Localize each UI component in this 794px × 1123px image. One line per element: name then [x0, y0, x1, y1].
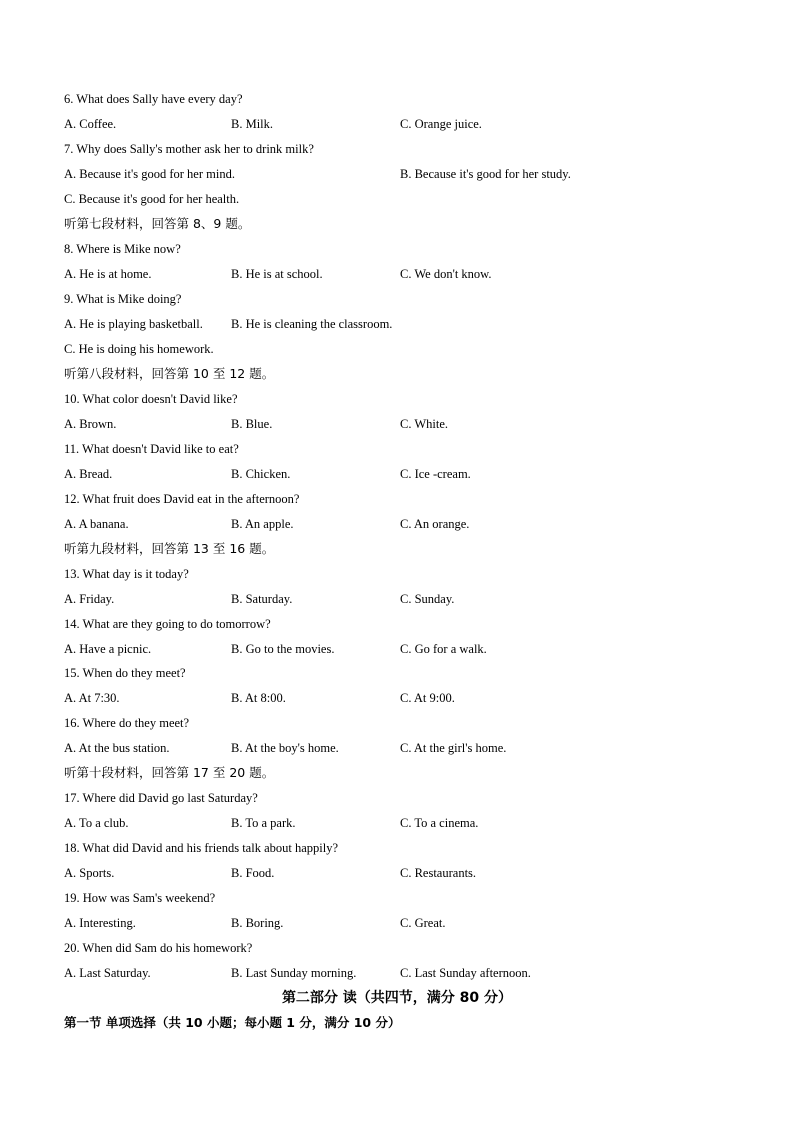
option-c: C. At 9:00. [400, 691, 455, 705]
section-instruction: 听第七段材料，回答第 8、9 题。 [64, 216, 251, 231]
option-a: A. He is at home. [64, 267, 152, 281]
option-b: B. Food. [231, 866, 275, 880]
option-c: C. Restaurants. [400, 866, 477, 880]
question-16: 16. Where do they meet? [64, 716, 190, 730]
option-c: C. White. [400, 417, 449, 431]
option-a: A. Have a picnic. [64, 642, 152, 656]
option-c: C. At the girl's home. [400, 741, 507, 755]
option-b: B. Chicken. [231, 467, 291, 481]
option-b: B. Because it's good for her study. [400, 167, 571, 181]
option-b: B. He is at school. [231, 267, 323, 281]
option-a: A. At 7:30. [64, 691, 120, 705]
part-heading: 第二部分 读（共四节，满分 80 分） [281, 990, 513, 1006]
option-a: A. Brown. [64, 417, 117, 431]
option-b: B. At 8:00. [231, 691, 286, 705]
question-10: 10. What color doesn't David like? [64, 392, 238, 406]
option-b: B. Saturday. [231, 592, 293, 606]
option-c: C. Orange juice. [400, 117, 482, 131]
option-a: A. Friday. [64, 592, 115, 606]
option-a: A. Bread. [64, 467, 113, 481]
option-b: B. He is cleaning the classroom. [231, 317, 393, 331]
option-c: C. Because it's good for her health. [64, 192, 240, 206]
option-a: A. He is playing basketball. [64, 317, 203, 331]
option-c: C. Ice -cream. [400, 467, 471, 481]
option-c: C. We don't know. [400, 267, 492, 281]
section-instruction: 听第十段材料，回答第 17 至 20 题。 [64, 765, 275, 780]
section-heading: 第一节 单项选择（共 10 小题；每小题 1 分，满分 10 分） [64, 1015, 401, 1030]
question-14: 14. What are they going to do tomorrow? [64, 617, 271, 631]
option-c: C. Sunday. [400, 592, 455, 606]
option-b: B. Go to the movies. [231, 642, 335, 656]
option-c: C. Go for a walk. [400, 642, 487, 656]
question-15: 15. When do they meet? [64, 666, 186, 680]
option-b: B. At the boy's home. [231, 741, 339, 755]
option-a: A. At the bus station. [64, 741, 170, 755]
section-instruction: 听第八段材料，回答第 10 至 12 题。 [64, 366, 275, 381]
option-a: A. Interesting. [64, 916, 136, 930]
question-6: 6. What does Sally have every day? [64, 92, 243, 106]
option-a: A. To a club. [64, 816, 129, 830]
option-b: B. Boring. [231, 916, 284, 930]
question-18: 18. What did David and his friends talk about happily? [64, 841, 339, 855]
option-b: B. Milk. [231, 117, 274, 131]
option-a: A. A banana. [64, 517, 129, 531]
question-8: 8. Where is Mike now? [64, 242, 181, 256]
option-a: A. Because it's good for her mind. [64, 167, 235, 181]
option-c: C. Last Sunday afternoon. [400, 966, 531, 980]
option-a: A. Sports. [64, 866, 115, 880]
option-c: C. He is doing his homework. [64, 342, 214, 356]
question-17: 17. Where did David go last Saturday? [64, 791, 258, 805]
question-12: 12. What fruit does David eat in the afternoon? [64, 492, 300, 506]
option-c: C. To a cinema. [400, 816, 479, 830]
question-19: 19. How was Sam's weekend? [64, 891, 216, 905]
option-b: B. Blue. [231, 417, 273, 431]
option-b: B. An apple. [231, 517, 294, 531]
question-13: 13. What day is it today? [64, 567, 189, 581]
section-instruction: 听第九段材料，回答第 13 至 16 题。 [64, 541, 275, 556]
question-20: 20. When did Sam do his homework? [64, 941, 253, 955]
option-b: B. Last Sunday morning. [231, 966, 357, 980]
option-a: A. Coffee. [64, 117, 117, 131]
question-7: 7. Why does Sally's mother ask her to drink milk? [64, 142, 314, 156]
question-9: 9. What is Mike doing? [64, 292, 182, 306]
question-11: 11. What doesn't David like to eat? [64, 442, 239, 456]
option-c: C. Great. [400, 916, 446, 930]
option-c: C. An orange. [400, 517, 470, 531]
option-a: A. Last Saturday. [64, 966, 151, 980]
option-b: B. To a park. [231, 816, 296, 830]
